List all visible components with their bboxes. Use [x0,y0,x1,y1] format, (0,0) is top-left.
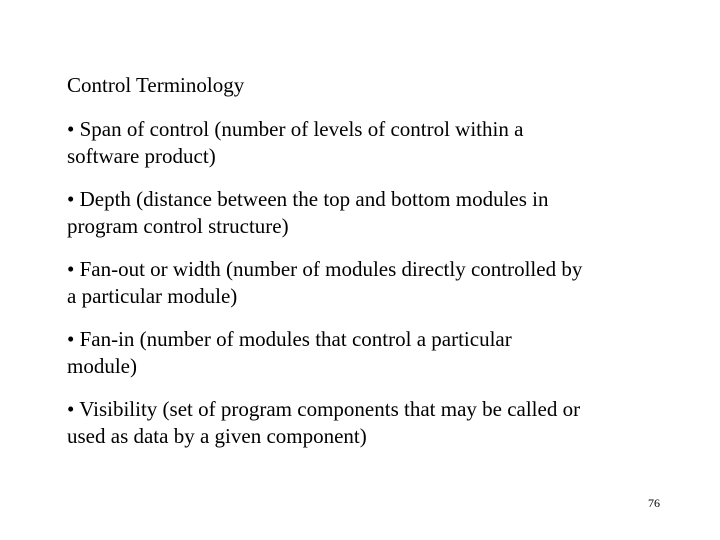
bullet-line: • Visibility (set of program components that may be called or [67,397,581,421]
bullet-line: module) [67,354,137,378]
bullet-line: used as data by a given component) [67,424,367,448]
bullet-line: • Depth (distance between the top and bottom modules in [67,187,549,211]
bullet-fan-out [67,256,667,310]
bullet-visibility [67,396,667,450]
page-number: 76 [648,496,660,510]
bullet-line: • Fan-out or width (number of modules directly controlled by [67,257,583,281]
bullet-depth [67,186,667,240]
bullet-line: a particular module) [67,284,238,308]
bullet-fan-in [67,326,667,380]
bullet-line: software product) [67,144,216,168]
slide-title: Control Terminology [67,73,245,97]
bullet-line: • Span of control (number of levels of control within a [67,117,524,141]
bullet-span-of-control [67,116,667,170]
bullet-list [67,116,667,466]
bullet-line: • Fan-in (number of modules that control a particular [67,327,512,351]
bullet-line: program control structure) [67,214,289,238]
